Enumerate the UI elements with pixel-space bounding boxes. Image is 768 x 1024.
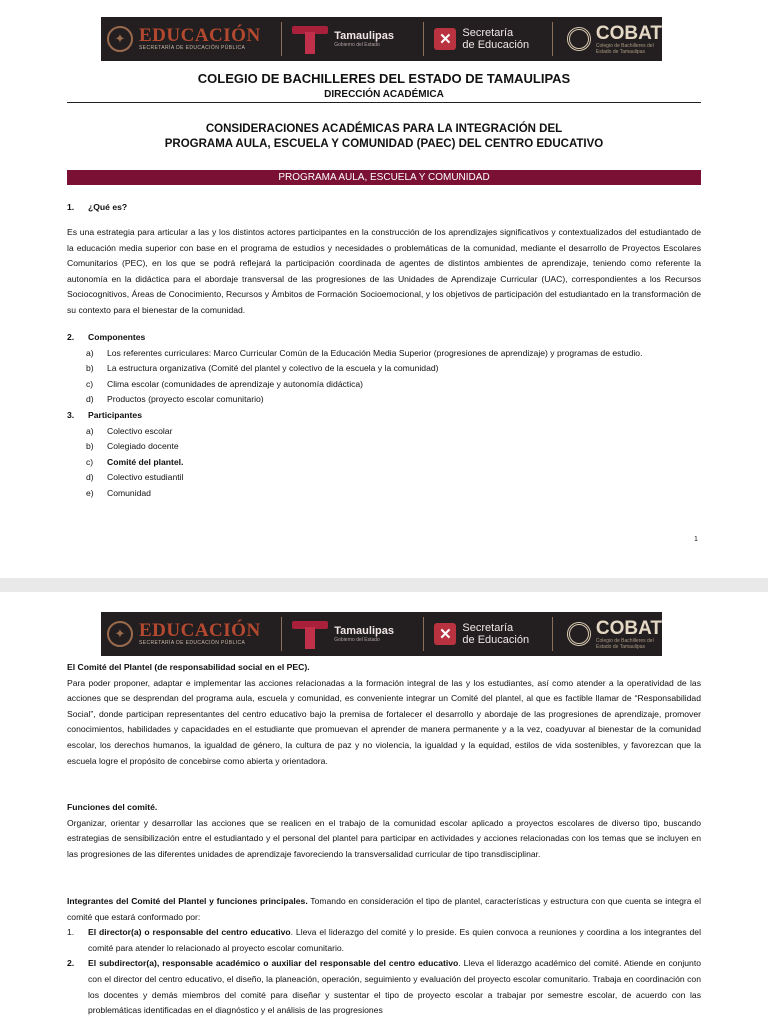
secretaria-logo-line2: de Educación <box>462 39 530 51</box>
section-number: 2. <box>67 332 75 342</box>
list-marker: b) <box>86 363 94 374</box>
header-banner <box>101 612 662 656</box>
participants-list <box>67 424 701 502</box>
cobat-logo-text: COBAT <box>595 617 662 639</box>
committee-heading: El Comité del Plantel (de responsabilidad social en el PEC). <box>67 662 310 672</box>
cobat-logo-subtext-1: Colegio de Bachilleres del <box>595 637 654 644</box>
committee-text: Para poder proponer, adaptar e implementar las acciones relacionadas a la formación integral de las y los estudiantes, así como atender a la operatividad de las acciones que se desprendan del programa aula, escuela y comunidad, es conveniente integrar un Comité del plantel, al que es factible llamar de “Responsabilidad Social”, donde participan representantes del centro educativo bajo la premisa de fortalecer el desarrollo y abordaje de las progresiones de aprendizaje, promover conocimientos, habilidades y capacidades en el estudiante que promuevan el aprender de manera permanente y a la vez, coadyuvar al bienestar de la comunidad escolar, los derechos humanos, la igualdad de género, la cultura de paz y no violencia, la igualdad y la equidad, estilos de vida sostenibles, y favorezcan que la escuela logre el propósito de concebirse como abierta y orientadora. <box>67 677 701 766</box>
list-text: Productos (proyecto escolar comunitario) <box>107 394 264 405</box>
page-number: 1 <box>694 536 698 543</box>
tamaulipas-logo <box>282 17 423 61</box>
eagle-seal-icon: ✦ <box>107 26 133 52</box>
list-item <box>86 377 701 393</box>
direction-name: DIRECCIÓN ACADÉMICA <box>324 89 444 100</box>
components-list <box>67 346 701 408</box>
educacion-logo-subtext: SECRETARÍA DE EDUCACIÓN PÚBLICA <box>139 45 246 51</box>
cobat-logo-text: COBAT <box>595 22 662 44</box>
functions-heading: Funciones del comité. <box>67 802 158 812</box>
educacion-logo-subtext: SECRETARÍA DE EDUCACIÓN PÚBLICA <box>139 640 246 646</box>
section-number: 3. <box>67 409 75 420</box>
que-es-text: Es una estrategia para articular a las y los distintos actores participantes en la construcción de los aprendizajes significativos y contextualizados del estudiantado de la educación media superior con base en el programa de estudios y necesidades o problemáticas de la comunidad, mediante el desarrollo de Proyectos Escolares Comunitarios (PEC), en los que se podrá reflejará la participación coordinada de agentes de distintos ambientes de aprendizaje, teniendo como referente la autonomía en la didáctica para el abordaje transversal de las progresiones de las Unidades de Aprendizaje Curricular (UAC), correspondientes a los Recursos Sociocognitivos, Áreas de Conocimiento, Recursos y Ámbitos de Formación Socioemocional, y los objetivos de participación del estudiantado en la transformación de su contexto para el bienestar de la comunidad. <box>67 227 701 315</box>
cobat-emblem-icon <box>567 622 591 646</box>
functions-section <box>67 800 701 862</box>
list-marker: 1. <box>67 927 75 938</box>
eagle-seal-icon: ✦ <box>107 621 133 647</box>
tamaulipas-logo <box>282 612 423 656</box>
list-item <box>86 439 701 455</box>
list-marker: d) <box>86 394 94 405</box>
cobat-emblem-icon <box>567 27 591 51</box>
list-marker: c) <box>86 456 94 467</box>
document-title-line-1: CONSIDERACIONES ACADÉMICAS PARA LA INTEGRACIÓN DEL <box>205 123 563 135</box>
list-item <box>67 925 701 956</box>
section-label: Componentes <box>88 332 146 342</box>
cobat-logo-subtext-2: Estado de Tamaulipas <box>595 643 645 650</box>
section-heading <box>67 200 701 216</box>
document-page-2 <box>0 592 768 1024</box>
list-text: La estructura organizativa (Comité del plantel y colectivo de la escuela y la comunidad) <box>107 363 439 374</box>
list-text: Comité del plantel. <box>107 456 184 467</box>
tamaulipas-logo-text: Tamaulipas <box>334 29 394 42</box>
secretaria-logo-line2: de Educación <box>462 634 530 646</box>
list-text: Los referentes curriculares: Marco Curricular Común de la Educación Media Superior (progresiones de aprendizaje) y programas de estudio. <box>107 347 643 358</box>
list-item <box>86 346 701 362</box>
list-item <box>86 470 701 486</box>
list-marker: b) <box>86 441 94 452</box>
section-heading <box>67 408 701 424</box>
school-name: COLEGIO DE BACHILLERES DEL ESTADO DE TAMAULIPAS <box>197 71 571 86</box>
cobat-logo-subtext-2: Estado de Tamaulipas <box>595 48 645 55</box>
list-item <box>86 361 701 377</box>
header-banner <box>101 17 662 61</box>
cobat-logo <box>553 17 662 61</box>
tamaulipas-logo-subtext: Gobierno del Estado <box>334 41 380 48</box>
member-role: El subdirector(a), responsable académico o auxiliar del responsable del centro educativo <box>88 958 459 969</box>
members-intro-paragraph <box>67 894 701 925</box>
members-section <box>67 894 701 1019</box>
member-description: . Lleva el liderazgo académico del comité. Atiende en conjunto con el director del centro educativo, el diseño, la planeación, operación, seguimiento y evaluación del proyecto escolar comunitario. Trabaja en coordinación con los docentes y demás miembros del comité para diseñar y sustentar el tipo de proyecto escolar a trabajar por semestre escolar, de acuerdo con las problemáticas identificadas en el diagnóstico y el análisis de las progresiones <box>88 958 701 1016</box>
section-componentes <box>67 330 701 502</box>
tamaulipas-t-icon <box>292 619 328 649</box>
secretaria-logo-line1: Secretaría <box>462 27 514 39</box>
secretaria-logo-line1: Secretaría <box>462 622 514 634</box>
document-title-line-2: PROGRAMA AULA, ESCUELA Y COMUNIDAD (PAEC) DEL CENTRO EDUCATIVO <box>164 138 604 150</box>
list-text: Comunidad <box>107 487 151 498</box>
secretaria-logo <box>424 17 551 61</box>
document-title <box>67 122 701 152</box>
educacion-logo-text: EDUCACIÓN <box>139 620 261 641</box>
list-item <box>86 455 701 471</box>
section-label: ¿Qué es? <box>88 202 128 212</box>
committee-section <box>67 660 701 769</box>
tamaulipas-logo-subtext: Gobierno del Estado <box>334 636 380 643</box>
que-es-paragraph <box>67 225 701 319</box>
list-item <box>86 424 701 440</box>
section-que-es <box>67 200 701 216</box>
section-heading <box>67 330 701 346</box>
member-role: El director(a) o responsable del centro educativo <box>88 927 291 938</box>
section-number: 1. <box>67 202 75 212</box>
list-text: Colectivo estudiantil <box>107 472 184 483</box>
section-bar: PROGRAMA AULA, ESCUELA Y COMUNIDAD <box>67 170 701 185</box>
functions-text: Organizar, orientar y desarrollar las acciones que se realicen en el trabajo de la comunidad escolar aplicado a proyectos escolares de diverso tipo, buscando estrategias de sensibilización entre el estudiantado y el personal del plantel para participar en actividades y acciones relacionadas con los temas que se incluyen en las progresiones de las diferentes unidades de aprendizaje favoreciendo la transversalidad curricular de tipo transdisciplinar. <box>67 817 701 859</box>
list-item <box>86 486 701 502</box>
list-item <box>67 956 701 1018</box>
list-text: Clima escolar (comunidades de aprendizaje y autonomía didáctica) <box>107 378 364 389</box>
list-marker: d) <box>86 472 94 483</box>
cobat-logo-subtext-1: Colegio de Bachilleres del <box>595 42 654 49</box>
list-marker: c) <box>86 378 94 389</box>
educacion-logo-text: EDUCACIÓN <box>139 25 261 46</box>
member-description: . Lleva el liderazgo del comité y lo preside. Es quien convoca a reuniones y coordina a los integrantes del comité para atender lo relacionado al proyecto escolar comunitario. <box>88 927 701 953</box>
secretaria-x-icon: ✕ <box>434 623 456 645</box>
tamaulipas-logo-text: Tamaulipas <box>334 624 394 637</box>
list-marker: a) <box>86 347 94 358</box>
list-marker: e) <box>86 487 94 498</box>
secretaria-x-icon: ✕ <box>434 28 456 50</box>
list-text: Colectivo escolar <box>107 425 173 436</box>
list-item <box>86 392 701 408</box>
educacion-logo <box>101 612 281 656</box>
tamaulipas-t-icon <box>292 24 328 54</box>
members-heading: Integrantes del Comité del Plantel y funciones principales. <box>67 896 308 906</box>
cobat-logo <box>553 612 662 656</box>
educacion-logo <box>101 17 281 61</box>
header-rule <box>67 102 701 103</box>
members-intro: Tomando en consideración el tipo de plantel, características y estructura con que cuenta se integra el comité que estará conformado por: <box>67 896 701 922</box>
section-label: Participantes <box>88 409 142 420</box>
list-marker: a) <box>86 425 94 436</box>
list-marker: 2. <box>67 958 75 969</box>
list-text: Colegiado docente <box>107 441 179 452</box>
secretaria-logo <box>424 612 551 656</box>
